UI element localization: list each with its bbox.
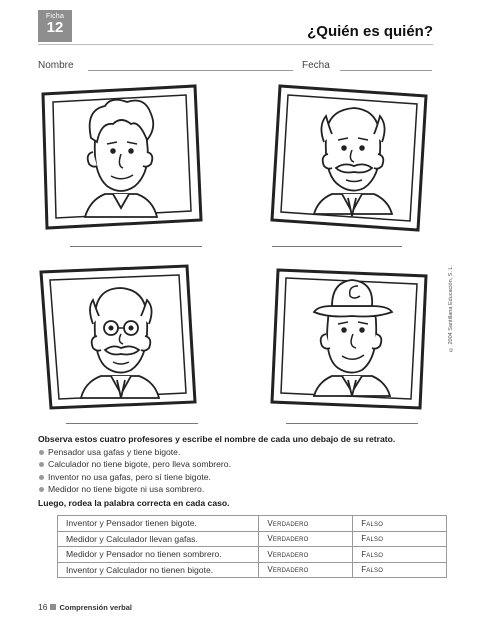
ficha-number: 12 [46, 19, 64, 36]
portrait-name-line-4[interactable] [286, 423, 418, 424]
table-row [58, 562, 447, 578]
portrait-frame-4 [266, 262, 436, 412]
copyright-note: © 2004 Santillana Educación, S. L. [448, 265, 454, 353]
table-row [58, 516, 447, 532]
table-row [58, 547, 447, 563]
portrait-frame-2 [266, 82, 436, 237]
page-title: ¿Quién es quién? [307, 23, 433, 40]
ficha-badge [38, 10, 72, 42]
date-field[interactable] [340, 70, 432, 71]
table-row [58, 531, 447, 547]
clue-item: Medidor no tiene bigote ni usa sombrero. [38, 483, 448, 496]
false-option[interactable]: Falso [353, 516, 447, 532]
false-option[interactable]: Falso [353, 531, 447, 547]
clue-item: Calculador no tiene bigote, pero lleva sombrero. [38, 458, 448, 471]
true-option[interactable]: Verdadero [259, 562, 353, 578]
ficha-label: Ficha [45, 13, 65, 20]
statement-cell: Medidor y Calculador llevan gafas. [58, 531, 259, 547]
clue-list [38, 446, 448, 496]
clue-item: Pensador usa gafas y tiene bigote. [38, 446, 448, 459]
clue-item: Inventor no usa gafas, pero sí tiene bigote. [38, 471, 448, 484]
true-option[interactable]: Verdadero [259, 547, 353, 563]
portrait-frame-1 [35, 82, 205, 237]
instructions-second: Luego, rodea la palabra correcta en cada caso. [38, 497, 230, 508]
page-footer [38, 602, 132, 612]
page-number: 16 [38, 602, 48, 612]
name-label: Nombre [38, 60, 74, 71]
statement-cell: Inventor y Calculador no tienen bigote. [58, 562, 259, 578]
portrait-name-line-2[interactable] [272, 246, 402, 247]
instructions-main: Observa estos cuatro profesores y escribe el nombre de cada uno debajo de su retrato. [38, 434, 396, 444]
false-option[interactable]: Falso [353, 562, 447, 578]
statement-cell: Inventor y Pensador tienen bigote. [58, 516, 259, 532]
false-option[interactable]: Falso [353, 547, 447, 563]
true-false-table [57, 515, 447, 578]
portrait-frame-3 [35, 262, 205, 412]
section-name: Comprensión verbal [59, 603, 132, 612]
portrait-name-line-3[interactable] [66, 423, 198, 424]
true-option[interactable]: Verdadero [259, 531, 353, 547]
instructions-block [38, 433, 448, 509]
date-label: Fecha [302, 60, 330, 71]
true-option[interactable]: Verdadero [259, 516, 353, 532]
statement-cell: Medidor y Pensador no tienen sombrero. [58, 547, 259, 563]
square-bullet-icon [50, 604, 56, 610]
name-field[interactable] [88, 70, 293, 71]
header-divider [38, 44, 433, 45]
portrait-name-line-1[interactable] [70, 246, 202, 247]
